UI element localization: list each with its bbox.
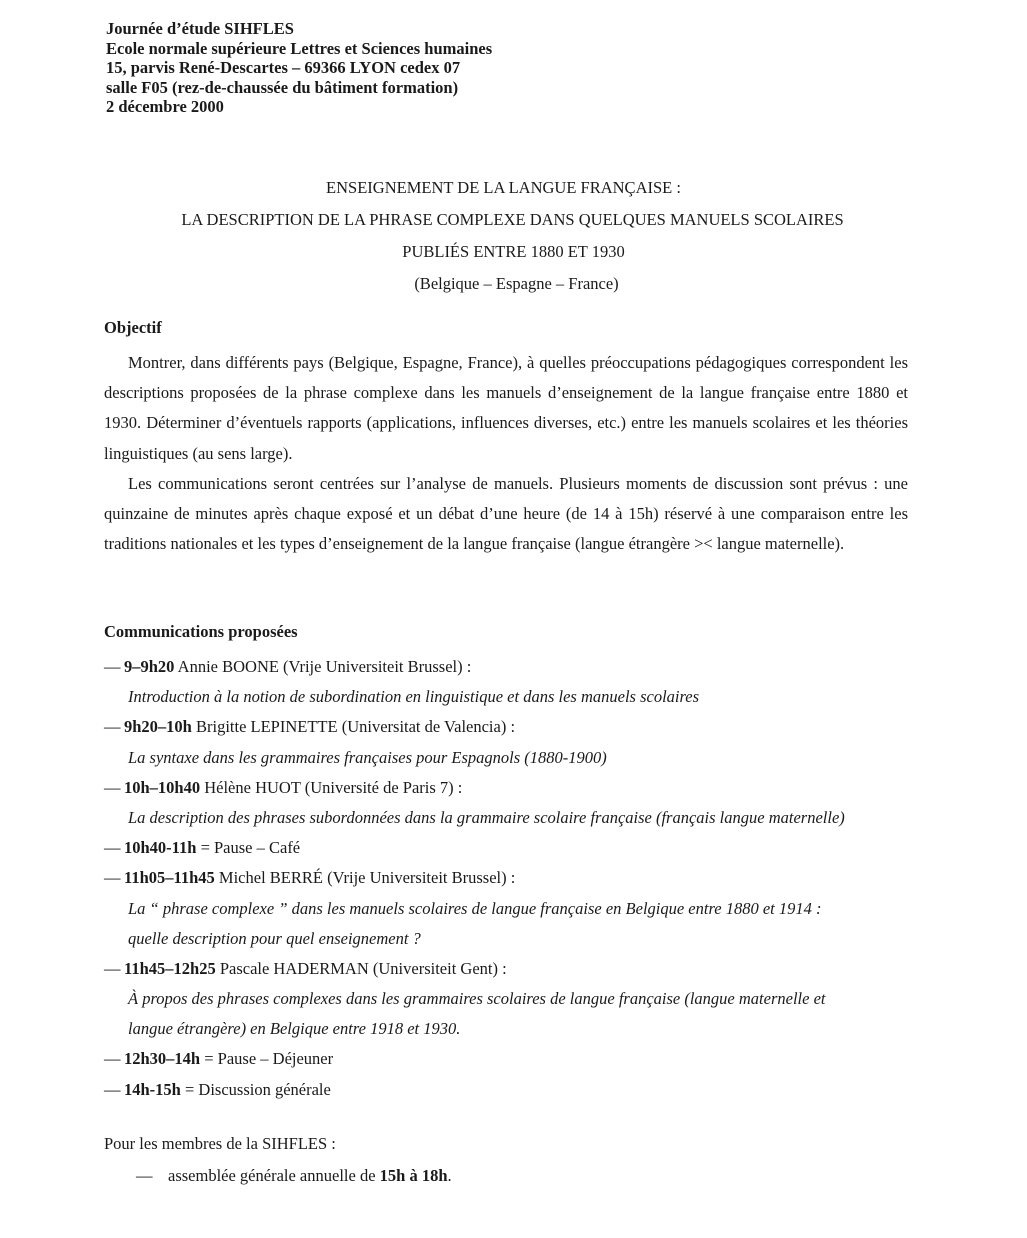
title-line-2: LA DESCRIPTION DE LA PHRASE COMPLEXE DANS QUELQUES MANUELS SCOLAIRES <box>181 210 844 229</box>
program-item <box>104 773 924 803</box>
program-item <box>104 652 924 682</box>
program-item-time: 10h–10h40 <box>124 777 201 797</box>
program-item <box>104 863 924 893</box>
program-item <box>104 1075 924 1105</box>
program-item-speaker: = Discussion générale <box>184 1079 331 1099</box>
program-item-speaker: Brigitte LEPINETTE (Universitat de Valencia) : <box>195 717 516 737</box>
header-line-event: Journée d’étude SIHFLES <box>106 19 294 38</box>
program-item-speaker: Annie BOONE (Vrije Universiteit Brussel) : <box>177 657 472 676</box>
members-dash: — <box>136 1166 153 1185</box>
program-item-dash: — <box>104 657 121 676</box>
members-item-text: assemblée générale annuelle de <box>168 1166 376 1185</box>
members-item-end: . <box>447 1166 452 1185</box>
program-item-dash: — <box>104 777 121 797</box>
program-item-time: 9h20–10h <box>124 717 192 737</box>
program-item-title: La description des phrases subordonnées dans la grammaire scolaire française (français langue maternelle) <box>128 807 845 827</box>
program-item-time: 14h-15h <box>124 1079 181 1099</box>
program-item-time: 11h05–11h45 <box>124 868 215 888</box>
document-title <box>0 172 1027 300</box>
program-item-dash: — <box>104 1049 121 1069</box>
program-item-speaker: = Pause – Déjeuner <box>204 1049 334 1069</box>
title-line-1: ENSEIGNEMENT DE LA LANGUE FRANÇAISE : <box>326 178 681 197</box>
members-item <box>104 1160 452 1192</box>
header-line-school: Ecole normale supérieure Lettres et Sciences humaines <box>106 38 493 58</box>
program-item <box>104 833 924 863</box>
program-item-speaker: Hélène HUOT (Université de Paris 7) : <box>204 777 463 797</box>
program-list <box>104 652 924 1105</box>
members-item-time: 15h à 18h <box>379 1166 448 1185</box>
program-item-dash: — <box>104 958 121 978</box>
program-item <box>104 712 924 742</box>
title-line-4: (Belgique – Espagne – France) <box>414 274 619 293</box>
objectif-paragraph-1: Montrer, dans différents pays (Belgique, Espagne, France), à quelles préoccupations pédagogiques correspondent les descriptions proposées de la phrase complexe dans les manuels d’enseignement de la langue française entre 1880 et 1930. Déterminer d’éventuels rapports (applications, influences diverses, etc.) entre les manuels scolaires et les théories linguistiques (au sens large). <box>104 353 908 463</box>
header-line-address: 15, parvis René-Descartes – 69366 LYON cedex 07 <box>106 58 461 77</box>
program-item-dash: — <box>104 1079 121 1099</box>
program-item-time: 9–9h20 <box>124 657 175 676</box>
program-item-title: La “ phrase complexe ” dans les manuels scolaires de langue française en Belgique entre 1880 et 1914 : <box>128 898 822 918</box>
program-item-speaker: Michel BERRÉ (Vrije Universiteit Brussel) : <box>218 868 516 888</box>
objectif-heading: Objectif <box>104 318 162 337</box>
title-line-3: PUBLIÉS ENTRE 1880 ET 1930 <box>402 242 625 261</box>
program-item-title: La syntaxe dans les grammaires françaises pour Espagnols (1880-1900) <box>128 747 607 767</box>
program-item-title: quelle description pour quel enseignement ? <box>128 928 421 948</box>
program-item-dash: — <box>104 838 121 858</box>
objectif-body <box>104 348 908 559</box>
program-item-dash: — <box>104 717 121 737</box>
program-item-speaker: Pascale HADERMAN (Universiteit Gent) : <box>219 958 507 978</box>
program-item <box>104 1044 924 1074</box>
program-heading: Communications proposées <box>104 622 298 641</box>
program-item-title: À propos des phrases complexes dans les grammaires scolaires de langue française (langue maternelle et <box>128 989 826 1009</box>
members-intro: Pour les membres de la SIHFLES : <box>104 1134 336 1153</box>
header-line-date: 2 décembre 2000 <box>106 97 224 116</box>
event-header <box>106 19 492 117</box>
members-note <box>104 1128 452 1192</box>
objectif-paragraph-2: Les communications seront centrées sur l’analyse de manuels. Plusieurs moments de discussion sont prévus : une quinzaine de minutes après chaque exposé et un débat d’une heure (de 14 à 15h) réservé à une comparaison entre les traditions nationales et les types d’enseignement de la langue française (langue étrangère >< langue maternelle). <box>104 473 908 554</box>
program-item-time: 10h40-11h <box>124 838 197 858</box>
header-line-room: salle F05 (rez-de-chaussée du bâtiment formation) <box>106 77 459 97</box>
program-item-title: langue étrangère) en Belgique entre 1918 et 1930. <box>128 1019 461 1039</box>
program-item-time: 11h45–12h25 <box>124 958 216 978</box>
program-item <box>104 954 924 984</box>
program-item-speaker: = Pause – Café <box>200 838 301 858</box>
program-item-title: Introduction à la notion de subordination en linguistique et dans les manuels scolaires <box>128 687 700 707</box>
program-item-dash: — <box>104 868 121 888</box>
program-item-time: 12h30–14h <box>124 1049 201 1069</box>
